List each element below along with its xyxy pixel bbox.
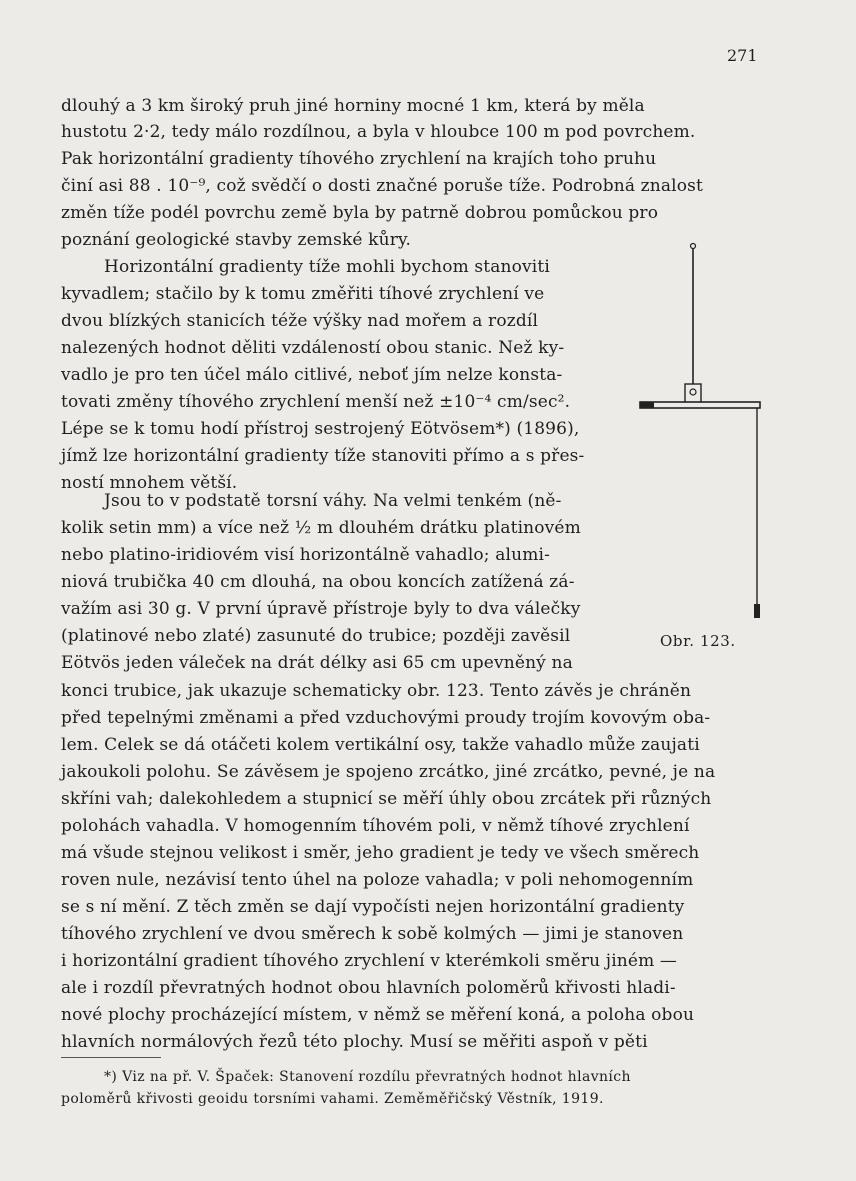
page-number: 271	[727, 46, 758, 65]
text-line: má všude stejnou velikost i směr, jeho gradient je tedy ve všech směrech	[61, 843, 700, 863]
text-line: změn tíže podél povrchu země byla by patrně dobrou pomůckou pro	[61, 203, 659, 223]
text-line: tovati změny tíhového zrychlení menší než ±10⁻⁴ cm/sec².	[61, 392, 571, 412]
text-line: nalezených hodnot děliti vzdáleností obou stanic. Než ky-	[61, 338, 565, 358]
footnote-line: *) Viz na př. V. Špaček: Stanovení rozdílu převratných hodnot hlavních	[104, 1069, 631, 1085]
text-line: Lépe se k tomu hodí přístroj sestrojený Eötvösem*) (1896),	[61, 419, 580, 439]
figure-caption: Obr. 123.	[660, 632, 736, 650]
text-line: před tepelnými změnami a před vzduchovými proudy trojím kovovým oba-	[61, 708, 711, 728]
text-line: važím asi 30 g. V první úpravě přístroje byly to dva válečky	[61, 599, 581, 619]
text-line: hlavních normálových řezů této plochy. Musí se měřiti aspoň v pěti	[61, 1032, 648, 1052]
text-line: i horizontální gradient tíhového zrychlení v kterémkoli směru jiném —	[61, 951, 678, 971]
text-line: nové plochy procházející místem, v němž se měření koná, a poloha obou	[61, 1005, 695, 1025]
text-line: Horizontální gradienty tíže mohli bychom stanoviti	[104, 257, 550, 277]
text-line: polohách vahadla. V homogenním tíhovém poli, v němž tíhové zrychlení	[61, 816, 690, 836]
text-line: vadlo je pro ten účel málo citlivé, neboť jím nelze konsta-	[61, 365, 563, 385]
text-line: ností mnohem větší.	[61, 473, 238, 493]
torsion-balance-figure	[630, 236, 780, 666]
footnote-rule	[61, 1057, 161, 1058]
text-line: činí asi 88 . 10⁻⁹, což svědčí o dosti značné poruše tíže. Podrobná znalost	[61, 176, 703, 196]
text-line: roven nule, nezávisí tento úhel na poloze vahadla; v poli nehomogenním	[61, 870, 694, 890]
text-line: tíhového zrychlení ve dvou směrech k sobě kolmých — jimi je stanoven	[61, 924, 684, 944]
text-line: hustotu 2·2, tedy málo rozdílnou, a byla v hloubce 100 m pod povrchem.	[61, 122, 696, 142]
text-line: ale i rozdíl převratných hodnot obou hlavních poloměrů křivosti hladi-	[61, 978, 676, 998]
text-line: Eötvös jeden váleček na drát délky asi 65 cm upevněný na	[61, 653, 573, 673]
torsion-balance-diagram	[630, 236, 780, 666]
text-line: dlouhý a 3 km široký pruh jiné horniny mocné 1 km, která by měla	[61, 96, 645, 116]
text-line: se s ní mění. Z těch změn se dají vypočísti nejen horizontální gradienty	[61, 897, 685, 917]
footnote-line: poloměrů křivosti geoidu torsními vahami. Zeměměřičský Věstník, 1919.	[61, 1091, 604, 1107]
text-line: skříni vah; dalekohledem a stupnicí se měří úhly obou zrcátek při různých	[61, 789, 712, 809]
text-line: (platinové nebo zlaté) zasunuté do trubice; později zavěsil	[61, 626, 571, 646]
text-line: jakoukoli polohu. Se závěsem je spojeno zrcátko, jiné zrcátko, pevné, je na	[61, 762, 716, 782]
text-line: konci trubice, jak ukazuje schematicky obr. 123. Tento závěs je chráněn	[61, 681, 692, 701]
text-line: Jsou to v podstatě torsní váhy. Na velmi tenkém (ně-	[104, 491, 562, 511]
text-line: kolik setin mm) a více než ½ m dlouhém drátku platinovém	[61, 518, 581, 538]
text-line: jímž lze horizontální gradienty tíže stanoviti přímo a s přes-	[61, 446, 585, 466]
text-line: lem. Celek se dá otáčeti kolem vertikální osy, takže vahadlo může zaujati	[61, 735, 700, 755]
text-line: Pak horizontální gradienty tíhového zrychlení na krajích toho pruhu	[61, 149, 657, 169]
text-line: kyvadlem; stačilo by k tomu změřiti tíhové zrychlení ve	[61, 284, 545, 304]
text-line: poznání geologické stavby zemské kůry.	[61, 230, 412, 250]
text-line: nebo platino-iridiovém visí horizontálně vahadlo; alumi-	[61, 545, 550, 565]
text-line: niová trubička 40 cm dlouhá, na obou koncích zatížená zá-	[61, 572, 575, 592]
text-line: dvou blízkých stanicích téže výšky nad mořem a rozdíl	[61, 311, 539, 331]
